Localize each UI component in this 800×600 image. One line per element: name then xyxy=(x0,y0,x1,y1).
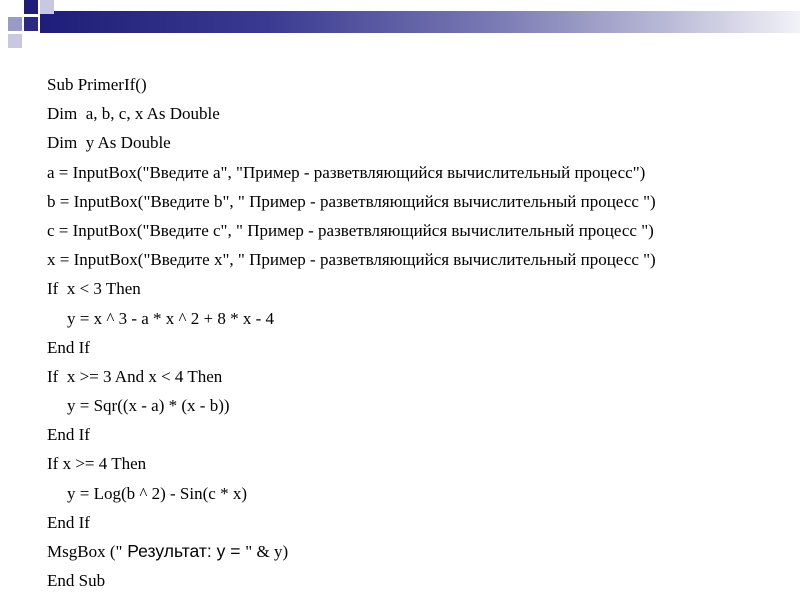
code-line: If x >= 4 Then xyxy=(47,454,147,474)
square-dark xyxy=(24,0,38,14)
code-line: If x >= 3 And x < 4 Then xyxy=(47,366,223,386)
code-line-msgbox xyxy=(47,537,656,566)
code-line: y = Sqr((x - a) * (x - b)) xyxy=(67,396,230,416)
square-mid xyxy=(8,17,22,31)
code-line: End If xyxy=(47,425,90,445)
code-line: If x < 3 Then xyxy=(47,279,141,299)
msgbox-text: Результат: y = xyxy=(122,541,246,561)
code-line: End Sub xyxy=(47,571,106,591)
title-gradient-bar xyxy=(40,11,800,33)
code-line: Sub PrimerIf() xyxy=(47,75,147,94)
code-line: Dim a, b, c, x As Double xyxy=(47,104,220,124)
code-block xyxy=(47,70,656,595)
code-line: a = InputBox("Введите a", "Пример - разветвляющийся вычислительный процесс") xyxy=(47,162,646,182)
code-line: End If xyxy=(47,512,90,532)
square-dark xyxy=(24,17,38,31)
code-line: Dim y As Double xyxy=(47,133,171,153)
msgbox-prefix: MsgBox (" xyxy=(47,542,123,561)
code-line: x = InputBox("Введите x", " Пример - разветвляющийся вычислительный процесс ") xyxy=(47,250,656,270)
code-line: c = InputBox("Введите c", " Пример - разветвляющийся вычислительный процесс ") xyxy=(47,220,654,240)
square-light xyxy=(8,34,22,48)
code-line: End If xyxy=(47,337,90,357)
square-light xyxy=(40,0,54,14)
decorative-squares xyxy=(0,0,60,60)
code-line: y = x ^ 3 - a * x ^ 2 + 8 * x - 4 xyxy=(67,308,274,328)
code-line: y = Log(b ^ 2) - Sin(c * x) xyxy=(67,483,247,503)
msgbox-suffix: " & y) xyxy=(245,542,289,561)
code-line: b = InputBox("Введите b", " Пример - разветвляющийся вычислительный процесс ") xyxy=(47,191,656,211)
